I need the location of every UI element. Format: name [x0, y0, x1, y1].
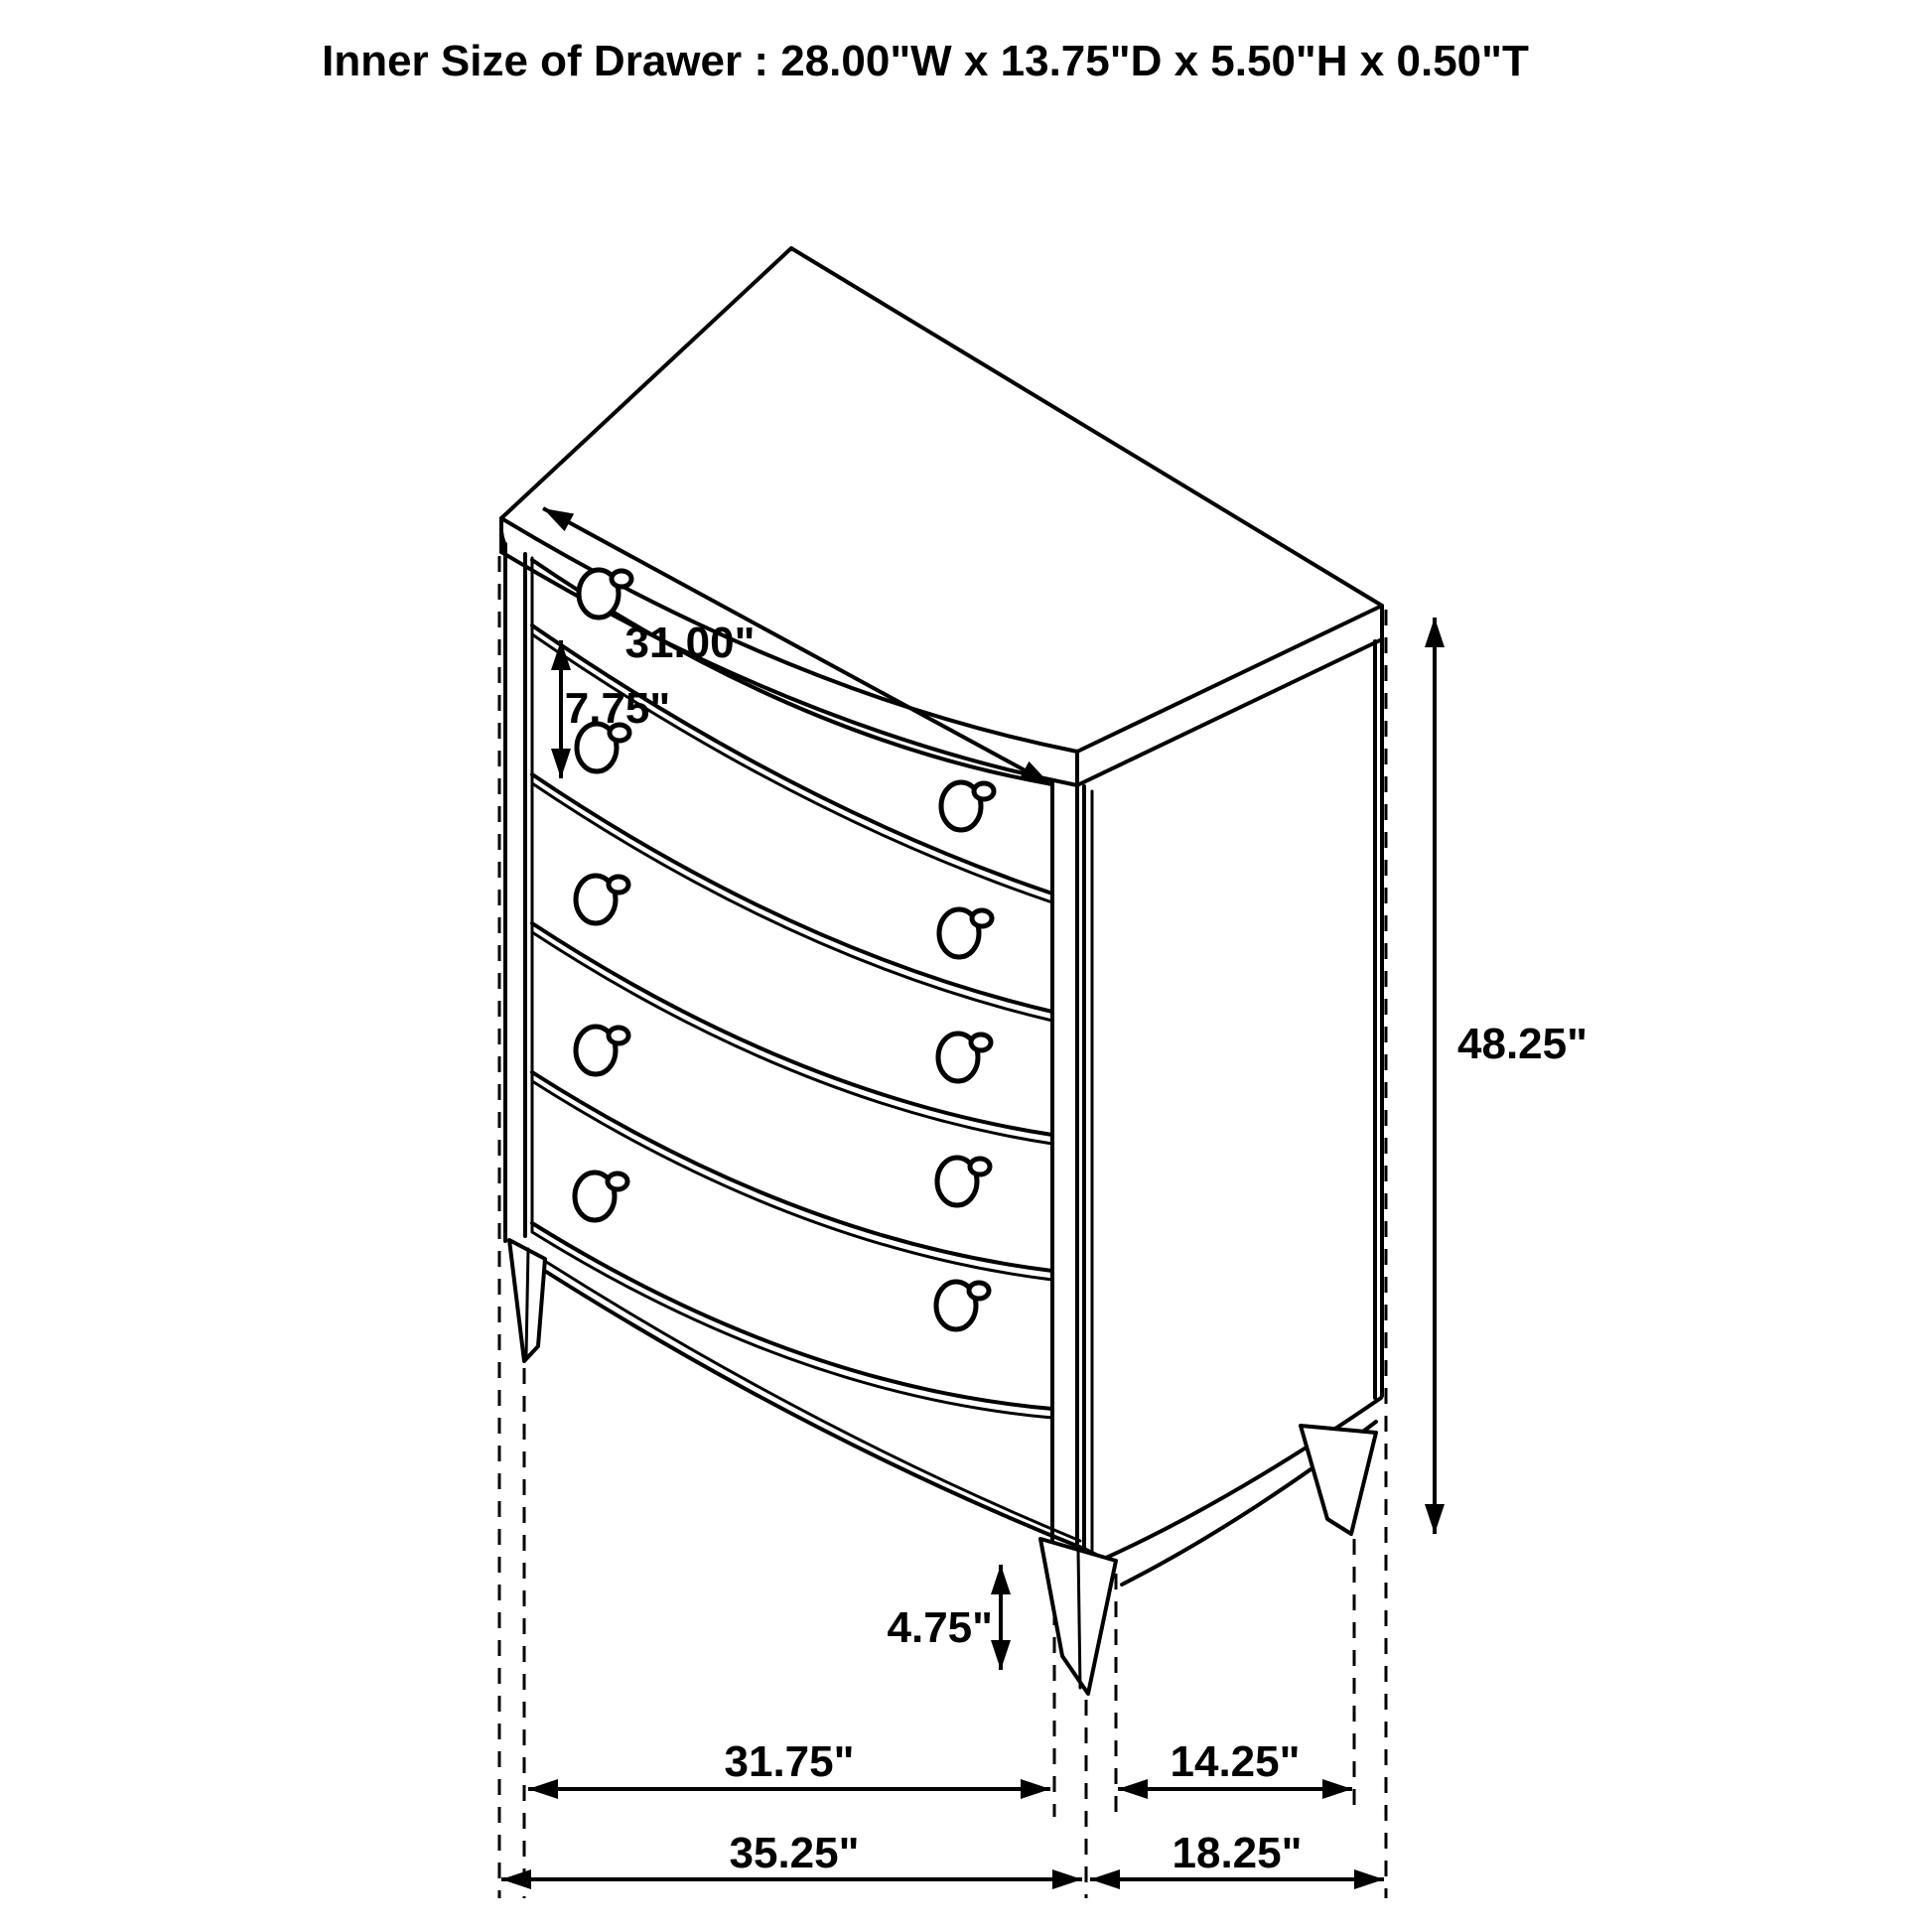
dim-label-leg-height: 4.75" — [887, 1603, 993, 1652]
dim-label-overall-width: 35.25" — [729, 1829, 860, 1877]
dim-label-overall-height: 48.25" — [1457, 1020, 1587, 1068]
dim-label-drawer-height: 7.75" — [564, 684, 671, 733]
dim-label-drawer-width: 31.00" — [624, 619, 756, 667]
page-title: Inner Size of Drawer : 28.00"W x 13.75"D x 5.50"H x 0.50"T — [322, 37, 1529, 85]
dim-label-side-depth-legs: 14.25" — [1170, 1737, 1301, 1786]
dim-label-front-width-legs: 31.75" — [724, 1737, 855, 1786]
dim-label-overall-depth: 18.25" — [1172, 1829, 1303, 1877]
front-left-leg-seam — [526, 1249, 528, 1356]
front-right-leg-seam — [1078, 1550, 1080, 1688]
